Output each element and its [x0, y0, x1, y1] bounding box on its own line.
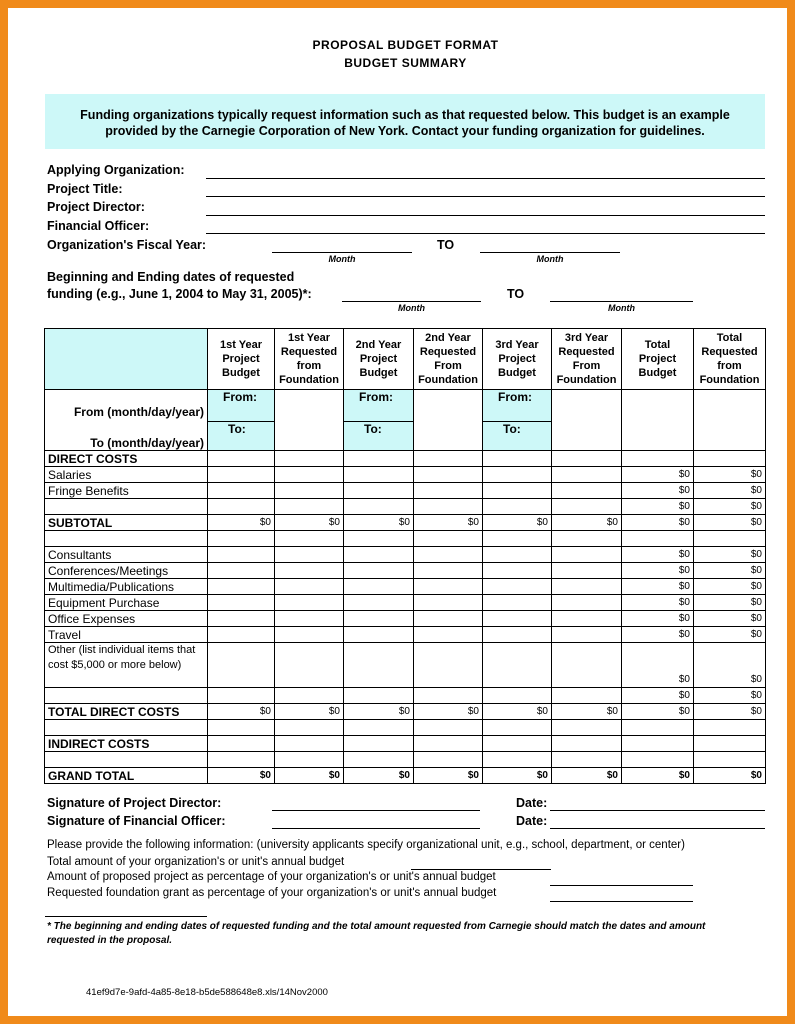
table-row [45, 643, 766, 688]
total-direct-label: TOTAL DIRECT COSTS [45, 704, 208, 720]
y1-from-cell[interactable] [208, 390, 275, 422]
total-requested-period [694, 390, 766, 451]
footnote-line-1: * The beginning and ending dates of requested funding and the total amount requested from Carnegie should match the dates and amount [47, 921, 706, 932]
file-identifier: 41ef9d7e-9afd-4a85-8e18-b5de588648e8.xls/14Nov2000 [86, 987, 328, 998]
table-row [45, 467, 766, 483]
subtotal-value: $0 [694, 515, 766, 531]
office-requested: $0 [694, 611, 766, 627]
director-date-field[interactable] [550, 810, 765, 811]
grand-total-value: $0 [483, 768, 552, 784]
travel-total: $0 [622, 627, 694, 643]
office-total: $0 [622, 611, 694, 627]
other-requested: $0 [694, 643, 766, 688]
subtotal-value: $0 [208, 515, 275, 531]
total-direct-value: $0 [552, 704, 622, 720]
grand-total-label: GRAND TOTAL [45, 768, 208, 784]
project-director-label: Project Director: [47, 200, 145, 214]
officer-date-field[interactable] [550, 828, 765, 829]
footnote-divider [45, 916, 207, 917]
table-header-row [45, 329, 766, 390]
indirect-label: INDIRECT COSTS [45, 736, 208, 752]
footnote-line-2: requested in the proposal. [47, 935, 173, 946]
header-total-budget: Total Project Budget [622, 329, 694, 390]
blank-requested: $0 [694, 499, 766, 515]
period-labels-cell [45, 390, 208, 451]
subtotal-value: $0 [622, 515, 694, 531]
fiscal-year-label: Organization's Fiscal Year: [47, 238, 207, 252]
multimedia-requested: $0 [694, 579, 766, 595]
intro-line-1: Funding organizations typically request information such as that requested below. This budget is an example [80, 108, 730, 122]
header-y2-requested: 2nd Year Requested From Foundation [414, 329, 483, 390]
total-direct-row [45, 704, 766, 720]
y1-requested-period [275, 390, 344, 451]
equipment-label: Equipment Purchase [45, 595, 208, 611]
salaries-requested: $0 [694, 467, 766, 483]
header-total-requested: Total Requested from Foundation [694, 329, 766, 390]
fiscal-end-field[interactable] [480, 252, 620, 253]
grand-total-value: $0 [622, 768, 694, 784]
consultants-requested: $0 [694, 547, 766, 563]
grant-percentage-field[interactable] [550, 901, 693, 902]
grand-total-row [45, 768, 766, 784]
consultants-label: Consultants [45, 547, 208, 563]
fiscal-start-field[interactable] [272, 252, 412, 253]
header-y3-budget: 3rd Year Project Budget [483, 329, 552, 390]
consultants-total: $0 [622, 547, 694, 563]
grand-total-value: $0 [208, 768, 275, 784]
office-label: Office Expenses [45, 611, 208, 627]
table-row [45, 531, 766, 547]
table-row [45, 720, 766, 736]
header-y2-budget: 2nd Year Project Budget [344, 329, 414, 390]
y2-to-label: To: [364, 421, 382, 436]
director-signature-label: Signature of Project Director: [47, 796, 222, 810]
subtotal-value: $0 [275, 515, 344, 531]
table-row [45, 547, 766, 563]
subtotal-row [45, 515, 766, 531]
y1-to-cell[interactable] [208, 421, 275, 450]
project-title-field[interactable] [206, 196, 765, 197]
fringe-requested: $0 [694, 483, 766, 499]
multimedia-total: $0 [622, 579, 694, 595]
other-label [45, 643, 208, 688]
to-mdy-label: To (month/day/year) [90, 436, 204, 450]
officer-date-label: Date: [516, 814, 548, 828]
total-direct-value: $0 [622, 704, 694, 720]
dates-label-line-2: funding (e.g., June 1, 2004 to May 31, 2005)*: [47, 287, 312, 301]
other-label-line-2: cost $5,000 or more below) [48, 659, 182, 671]
fringe-total: $0 [622, 483, 694, 499]
grand-total-value: $0 [694, 768, 766, 784]
salaries-total: $0 [622, 467, 694, 483]
grand-total-value: $0 [414, 768, 483, 784]
y2-requested-period [414, 390, 483, 451]
table-row [45, 483, 766, 499]
project-director-field[interactable] [206, 215, 765, 216]
intro-line-2: provided by the Carnegie Corporation of New York. Contact your funding organization for guidelines. [105, 124, 705, 138]
grand-total-value: $0 [344, 768, 414, 784]
y3-to-cell[interactable] [483, 421, 552, 450]
info-line-4: Requested foundation grant as percentage of your organization's or unit's annual budget [47, 887, 497, 899]
table-row [45, 611, 766, 627]
applying-org-label: Applying Organization: [47, 163, 185, 177]
funding-to-label: TO [507, 287, 525, 301]
travel-label: Travel [45, 627, 208, 643]
direct-costs-label: DIRECT COSTS [45, 451, 208, 467]
applying-org-field[interactable] [206, 178, 765, 179]
grand-total-value: $0 [552, 768, 622, 784]
other2-total: $0 [622, 688, 694, 704]
salaries-label: Salaries [45, 467, 208, 483]
header-corner [45, 329, 208, 390]
fiscal-to-label: TO [437, 238, 455, 252]
y1-from-label: From: [223, 390, 257, 404]
equipment-requested: $0 [694, 595, 766, 611]
conferences-requested: $0 [694, 563, 766, 579]
header-y1-budget: 1st Year Project Budget [208, 329, 275, 390]
subtotal-value: $0 [344, 515, 414, 531]
intro-box [45, 94, 765, 149]
y3-from-cell[interactable] [483, 390, 552, 422]
other-total: $0 [622, 643, 694, 688]
conferences-label: Conferences/Meetings [45, 563, 208, 579]
document-subtitle: BUDGET SUMMARY [344, 56, 467, 70]
table-row [45, 563, 766, 579]
subtotal-value: $0 [483, 515, 552, 531]
total-direct-value: $0 [208, 704, 275, 720]
funding-month-label-2: Month [608, 303, 635, 313]
conferences-total: $0 [622, 563, 694, 579]
total-direct-value: $0 [275, 704, 344, 720]
header-y1-requested: 1st Year Requested from Foundation [275, 329, 344, 390]
y3-requested-period [552, 390, 622, 451]
multimedia-label: Multimedia/Publications [45, 579, 208, 595]
fiscal-month-label-2: Month [536, 254, 564, 264]
total-direct-value: $0 [483, 704, 552, 720]
blank-total: $0 [622, 499, 694, 515]
y3-from-label: From: [498, 390, 532, 404]
fringe-label: Fringe Benefits [45, 483, 208, 499]
grand-total-value: $0 [275, 768, 344, 784]
funding-start-field[interactable] [342, 301, 481, 302]
travel-requested: $0 [694, 627, 766, 643]
subtotal-value: $0 [552, 515, 622, 531]
other2-requested: $0 [694, 688, 766, 704]
indirect-row [45, 736, 766, 752]
annual-budget-field[interactable] [411, 869, 551, 870]
dates-label-line-1: Beginning and Ending dates of requested [47, 270, 295, 284]
y3-to-label: To: [503, 421, 521, 436]
project-percentage-field[interactable] [550, 885, 693, 886]
y2-from-cell[interactable] [344, 390, 414, 422]
info-line-3: Amount of proposed project as percentage of your organization's or unit's annual budget [47, 871, 496, 883]
subtotal-value: $0 [414, 515, 483, 531]
table-row [45, 752, 766, 768]
total-direct-value: $0 [414, 704, 483, 720]
other-label-line-1: Other (list individual items that [48, 644, 196, 656]
director-signature-field[interactable] [272, 810, 480, 811]
y1-to-label: To: [228, 421, 246, 436]
subtotal-label: SUBTOTAL [45, 515, 208, 531]
officer-signature-label: Signature of Financial Officer: [47, 814, 226, 828]
document-title: PROPOSAL BUDGET FORMAT [312, 38, 499, 52]
table-row [45, 595, 766, 611]
table-row [45, 688, 766, 704]
y2-from-label: From: [359, 390, 393, 404]
funding-month-label-1: Month [398, 303, 425, 313]
table-row [45, 451, 766, 467]
director-date-label: Date: [516, 796, 548, 810]
officer-signature-field[interactable] [272, 828, 480, 829]
financial-officer-field[interactable] [206, 233, 765, 234]
header-y3-requested: 3rd Year Requested From Foundation [552, 329, 622, 390]
total-direct-value: $0 [694, 704, 766, 720]
fiscal-month-label-1: Month [328, 254, 356, 264]
table-row [45, 627, 766, 643]
y2-to-cell[interactable] [344, 421, 414, 450]
info-line-1: Please provide the following information: (university applicants specify organizational unit, e.g., school, department, or center) [47, 839, 685, 851]
from-mdy-label: From (month/day/year) [73, 405, 204, 419]
table-row [45, 499, 766, 515]
funding-end-field[interactable] [550, 301, 693, 302]
from-row [45, 390, 766, 422]
budget-table [44, 328, 766, 784]
table-row [45, 579, 766, 595]
info-line-2: Total amount of your organization's or unit's annual budget [47, 856, 345, 868]
total-direct-value: $0 [344, 704, 414, 720]
project-title-label: Project Title: [47, 182, 123, 196]
total-budget-period [622, 390, 694, 451]
financial-officer-label: Financial Officer: [47, 219, 150, 233]
equipment-total: $0 [622, 595, 694, 611]
